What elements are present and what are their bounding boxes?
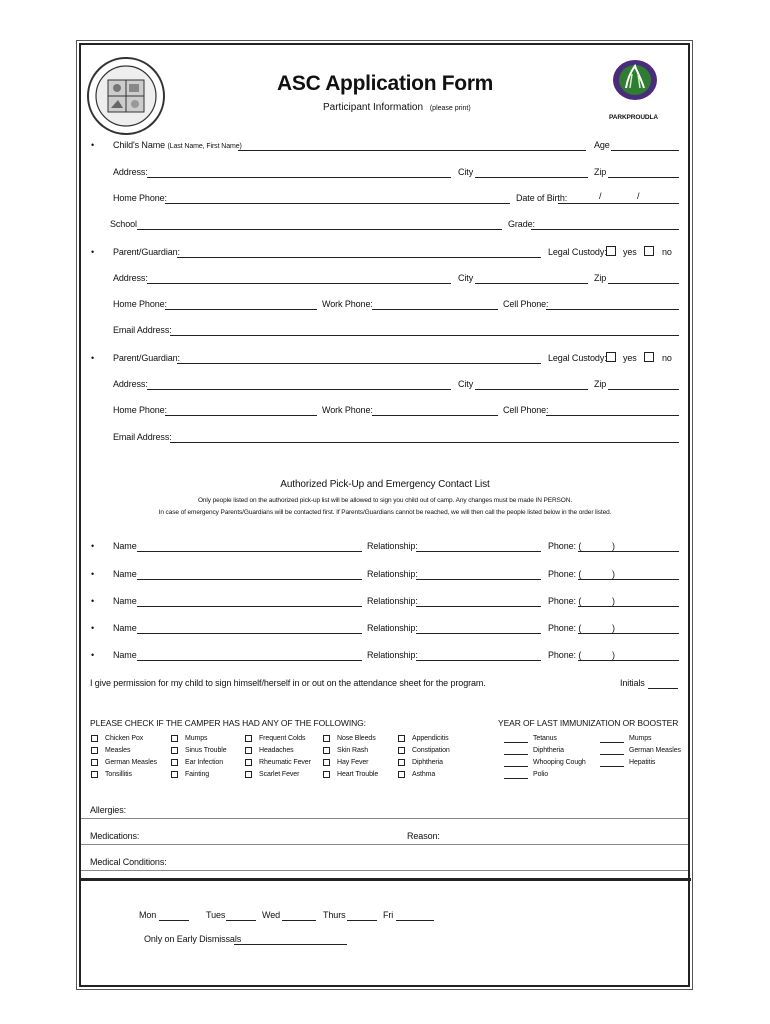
zip-label: Zip — [594, 167, 607, 177]
cell-phone-field[interactable] — [546, 309, 679, 310]
park-logo-icon — [606, 58, 664, 108]
dob-slash: / — [637, 191, 640, 201]
page-title: ASC Application Form — [277, 72, 494, 95]
subtitle: Participant Information (please print) — [323, 102, 471, 113]
illness-checkbox[interactable] — [245, 759, 252, 766]
illness-label: Ear Infection — [185, 759, 223, 766]
name-label: Name — [113, 541, 137, 551]
illness-checkbox[interactable] — [171, 747, 178, 754]
grade-field[interactable] — [531, 229, 679, 230]
home-phone-field[interactable] — [165, 309, 317, 310]
section-divider — [81, 878, 691, 881]
email-field[interactable] — [170, 442, 679, 443]
pickup-note-2: In case of emergency Parents/Guardians will be contacted first. If Parents/Guardians cannot be reached, we will then call the people listed below in the order listed. — [158, 509, 612, 516]
no-label: no — [662, 353, 672, 363]
phone-field[interactable] — [578, 551, 679, 552]
work-phone-field[interactable] — [372, 415, 498, 416]
name-label: Name — [113, 569, 137, 579]
fri-label: Fri — [383, 910, 394, 920]
address-label: Address: — [113, 379, 148, 389]
immunization-label: Tetanus — [533, 735, 557, 742]
pickup-note-1: Only people listed on the authorized pick-up list will be allowed to sign you child out of camp. Any changes must be made IN PERSON. — [197, 497, 573, 504]
illness-label: Rheumatic Fever — [259, 759, 311, 766]
allergies-label: Allergies: — [90, 805, 127, 815]
thurs-label: Thurs — [323, 910, 346, 920]
illness-label: Mumps — [185, 735, 208, 742]
home-phone-label: Home Phone: — [113, 193, 167, 203]
legal-custody-label: Legal Custody: — [548, 247, 607, 257]
zip-field[interactable] — [608, 283, 679, 284]
phone-paren: ) — [612, 569, 615, 579]
yes-label: yes — [623, 353, 637, 363]
illness-checkbox[interactable] — [398, 759, 405, 766]
address-label: Address: — [113, 273, 148, 283]
relationship-field[interactable] — [416, 606, 541, 607]
early-dismissal-label: Only on Early Dismissals — [144, 934, 242, 944]
immunization-label: Mumps — [629, 735, 652, 742]
illness-checkbox[interactable] — [245, 735, 252, 742]
phone-paren: ) — [612, 650, 615, 660]
illness-checkbox[interactable] — [323, 759, 330, 766]
home-phone-label: Home Phone: — [113, 405, 167, 415]
tues-field[interactable] — [226, 920, 256, 921]
bullet: • — [91, 140, 95, 150]
cell-phone-label: Cell Phone: — [503, 405, 549, 415]
relationship-field[interactable] — [416, 579, 541, 580]
phone-label: Phone: ( — [548, 596, 582, 606]
immunization-year-field[interactable] — [600, 754, 624, 755]
illness-label: Fainting — [185, 771, 210, 778]
allergies-field[interactable] — [81, 818, 688, 819]
city-label: City — [458, 167, 474, 177]
relationship-label: Relationship: — [367, 623, 418, 633]
name-field[interactable] — [137, 633, 362, 634]
tues-label: Tues — [206, 910, 226, 920]
mon-field[interactable] — [159, 920, 189, 921]
parent-field[interactable] — [177, 257, 541, 258]
illness-label: Hay Fever — [337, 759, 369, 766]
relationship-field[interactable] — [416, 633, 541, 634]
zip-label: Zip — [594, 273, 607, 283]
immunization-label: Diphtheria — [533, 747, 564, 754]
relationship-label: Relationship: — [367, 541, 418, 551]
cell-phone-field[interactable] — [546, 415, 679, 416]
wed-field[interactable] — [282, 920, 316, 921]
custody-no-checkbox[interactable] — [644, 352, 654, 362]
illness-checkbox[interactable] — [398, 735, 405, 742]
city-label: City — [458, 273, 474, 283]
medications-field[interactable] — [81, 844, 688, 845]
fri-field[interactable] — [396, 920, 434, 921]
name-label: Name — [113, 596, 137, 606]
email-field[interactable] — [170, 335, 679, 336]
zip-label: Zip — [594, 379, 607, 389]
name-field[interactable] — [137, 660, 362, 661]
illness-label: Sinus Trouble — [185, 747, 227, 754]
illness-checkbox[interactable] — [245, 771, 252, 778]
relationship-label: Relationship: — [367, 596, 418, 606]
child-name-field[interactable] — [238, 150, 586, 151]
immunization-year-field[interactable] — [504, 766, 528, 767]
phone-field[interactable] — [578, 579, 679, 580]
address-label: Address: — [113, 167, 148, 177]
phone-label: Phone: ( — [548, 541, 582, 551]
parent-field[interactable] — [177, 363, 541, 364]
relationship-field[interactable] — [416, 551, 541, 552]
email-label: Email Address: — [113, 432, 172, 442]
medications-label: Medications: — [90, 831, 140, 841]
child-name-label: Child's Name (Last Name, First Name) — [113, 140, 242, 150]
city-label: City — [458, 379, 474, 389]
phone-paren: ) — [612, 623, 615, 633]
dob-slash: / — [599, 191, 602, 201]
illness-checkbox[interactable] — [171, 759, 178, 766]
work-phone-label: Work Phone: — [322, 405, 373, 415]
illness-label: Frequent Colds — [259, 735, 306, 742]
custody-no-checkbox[interactable] — [644, 246, 654, 256]
address-field[interactable] — [147, 177, 451, 178]
phone-label: Phone: ( — [548, 650, 582, 660]
phone-paren: ) — [612, 596, 615, 606]
address-field[interactable] — [147, 389, 451, 390]
illness-label: Headaches — [259, 747, 294, 754]
illness-label: Nose Bleeds — [337, 735, 376, 742]
illness-label: Asthma — [412, 771, 436, 778]
early-dismissal-field[interactable] — [234, 944, 347, 945]
zip-field[interactable] — [608, 389, 679, 390]
bullet: • — [91, 353, 95, 363]
initials-label: Initials — [620, 678, 645, 688]
name-label: Name — [113, 650, 137, 660]
home-phone-field[interactable] — [165, 415, 317, 416]
immunization-heading: YEAR OF LAST IMMUNIZATION OR BOOSTER — [498, 718, 679, 728]
name-field[interactable] — [137, 551, 362, 552]
illness-label: Constipation — [412, 747, 450, 754]
no-label: no — [662, 247, 672, 257]
name-field[interactable] — [137, 606, 362, 607]
custody-yes-checkbox[interactable] — [606, 246, 616, 256]
home-phone-field[interactable] — [165, 203, 510, 204]
conditions-label: Medical Conditions: — [90, 857, 167, 867]
relationship-label: Relationship: — [367, 650, 418, 660]
phone-paren: ) — [612, 541, 615, 551]
illness-label: Chicken Pox — [105, 735, 144, 742]
yes-label: yes — [623, 247, 637, 257]
logo-text: PARKPROUDLA — [609, 114, 658, 121]
age-label: Age — [594, 140, 610, 150]
parent-label: Parent/Guardian: — [113, 247, 180, 257]
illness-checkbox[interactable] — [91, 735, 98, 742]
mon-label: Mon — [139, 910, 157, 920]
illness-label: Tonsillitis — [105, 771, 132, 778]
illness-checkbox[interactable] — [245, 747, 252, 754]
home-phone-label: Home Phone: — [113, 299, 167, 309]
immunization-year-field[interactable] — [504, 742, 528, 743]
custody-yes-checkbox[interactable] — [606, 352, 616, 362]
immunization-year-field[interactable] — [600, 766, 624, 767]
wed-label: Wed — [262, 910, 281, 920]
address-field[interactable] — [147, 283, 451, 284]
illness-heading: PLEASE CHECK IF THE CAMPER HAS HAD ANY OF THE FOLLOWING: — [90, 718, 366, 728]
cell-phone-label: Cell Phone: — [503, 299, 549, 309]
bullet: • — [91, 247, 95, 257]
immunization-label: Hepatitis — [629, 759, 656, 766]
phone-label: Phone: ( — [548, 623, 582, 633]
grade-label: Grade: — [508, 219, 535, 229]
age-field[interactable] — [611, 150, 679, 151]
illness-checkbox[interactable] — [171, 771, 178, 778]
phone-field[interactable] — [578, 660, 679, 661]
illness-checkbox[interactable] — [398, 771, 405, 778]
illness-label: Scarlet Fever — [259, 771, 300, 778]
immunization-label: Whooping Cough — [533, 759, 586, 766]
illness-label: Appendicitis — [412, 735, 449, 742]
illness-label: Diphtheria — [412, 759, 443, 766]
immunization-label: German Measles — [629, 747, 681, 754]
illness-checkbox[interactable] — [398, 747, 405, 754]
initials-field[interactable] — [648, 688, 678, 689]
immunization-label: Polio — [533, 771, 549, 778]
illness-checkbox[interactable] — [323, 747, 330, 754]
bullet: • — [91, 541, 95, 551]
city-field[interactable] — [475, 389, 588, 390]
illness-checkbox[interactable] — [171, 735, 178, 742]
thurs-field[interactable] — [347, 920, 377, 921]
illness-checkbox[interactable] — [91, 747, 98, 754]
illness-label: Heart Trouble — [337, 771, 379, 778]
zip-field[interactable] — [608, 177, 679, 178]
school-label: School — [110, 219, 137, 229]
city-field[interactable] — [475, 283, 588, 284]
relationship-label: Relationship: — [367, 569, 418, 579]
illness-checkbox[interactable] — [91, 771, 98, 778]
name-label: Name — [113, 623, 137, 633]
bullet: • — [91, 596, 95, 606]
legal-custody-label: Legal Custody: — [548, 353, 607, 363]
phone-label: Phone: ( — [548, 569, 582, 579]
work-phone-field[interactable] — [372, 309, 498, 310]
pickup-heading: Authorized Pick-Up and Emergency Contact List — [280, 479, 490, 490]
parent-label: Parent/Guardian: — [113, 353, 180, 363]
bullet: • — [91, 569, 95, 579]
conditions-field[interactable] — [81, 870, 688, 871]
reason-label: Reason: — [407, 831, 440, 841]
illness-label: Skin Rash — [337, 747, 369, 754]
illness-checkbox[interactable] — [91, 759, 98, 766]
illness-checkbox[interactable] — [323, 735, 330, 742]
bullet: • — [91, 623, 95, 633]
phone-field[interactable] — [578, 606, 679, 607]
work-phone-label: Work Phone: — [322, 299, 373, 309]
school-field[interactable] — [137, 229, 502, 230]
dob-field[interactable] — [558, 203, 679, 204]
name-field[interactable] — [137, 579, 362, 580]
email-label: Email Address: — [113, 325, 172, 335]
immunization-year-field[interactable] — [504, 778, 528, 779]
dob-label: Date of Birth: — [516, 193, 568, 203]
illness-label: Measles — [105, 747, 131, 754]
bullet: • — [91, 650, 95, 660]
illness-label: German Measles — [105, 759, 157, 766]
city-seal-icon — [86, 56, 166, 136]
city-field[interactable] — [475, 177, 588, 178]
illness-checkbox[interactable] — [323, 771, 330, 778]
immunization-year-field[interactable] — [600, 742, 624, 743]
relationship-field[interactable] — [416, 660, 541, 661]
phone-field[interactable] — [578, 633, 679, 634]
immunization-year-field[interactable] — [504, 754, 528, 755]
permission-text: I give permission for my child to sign himself/herself in or out on the attendance sheet for the program. — [90, 678, 486, 688]
